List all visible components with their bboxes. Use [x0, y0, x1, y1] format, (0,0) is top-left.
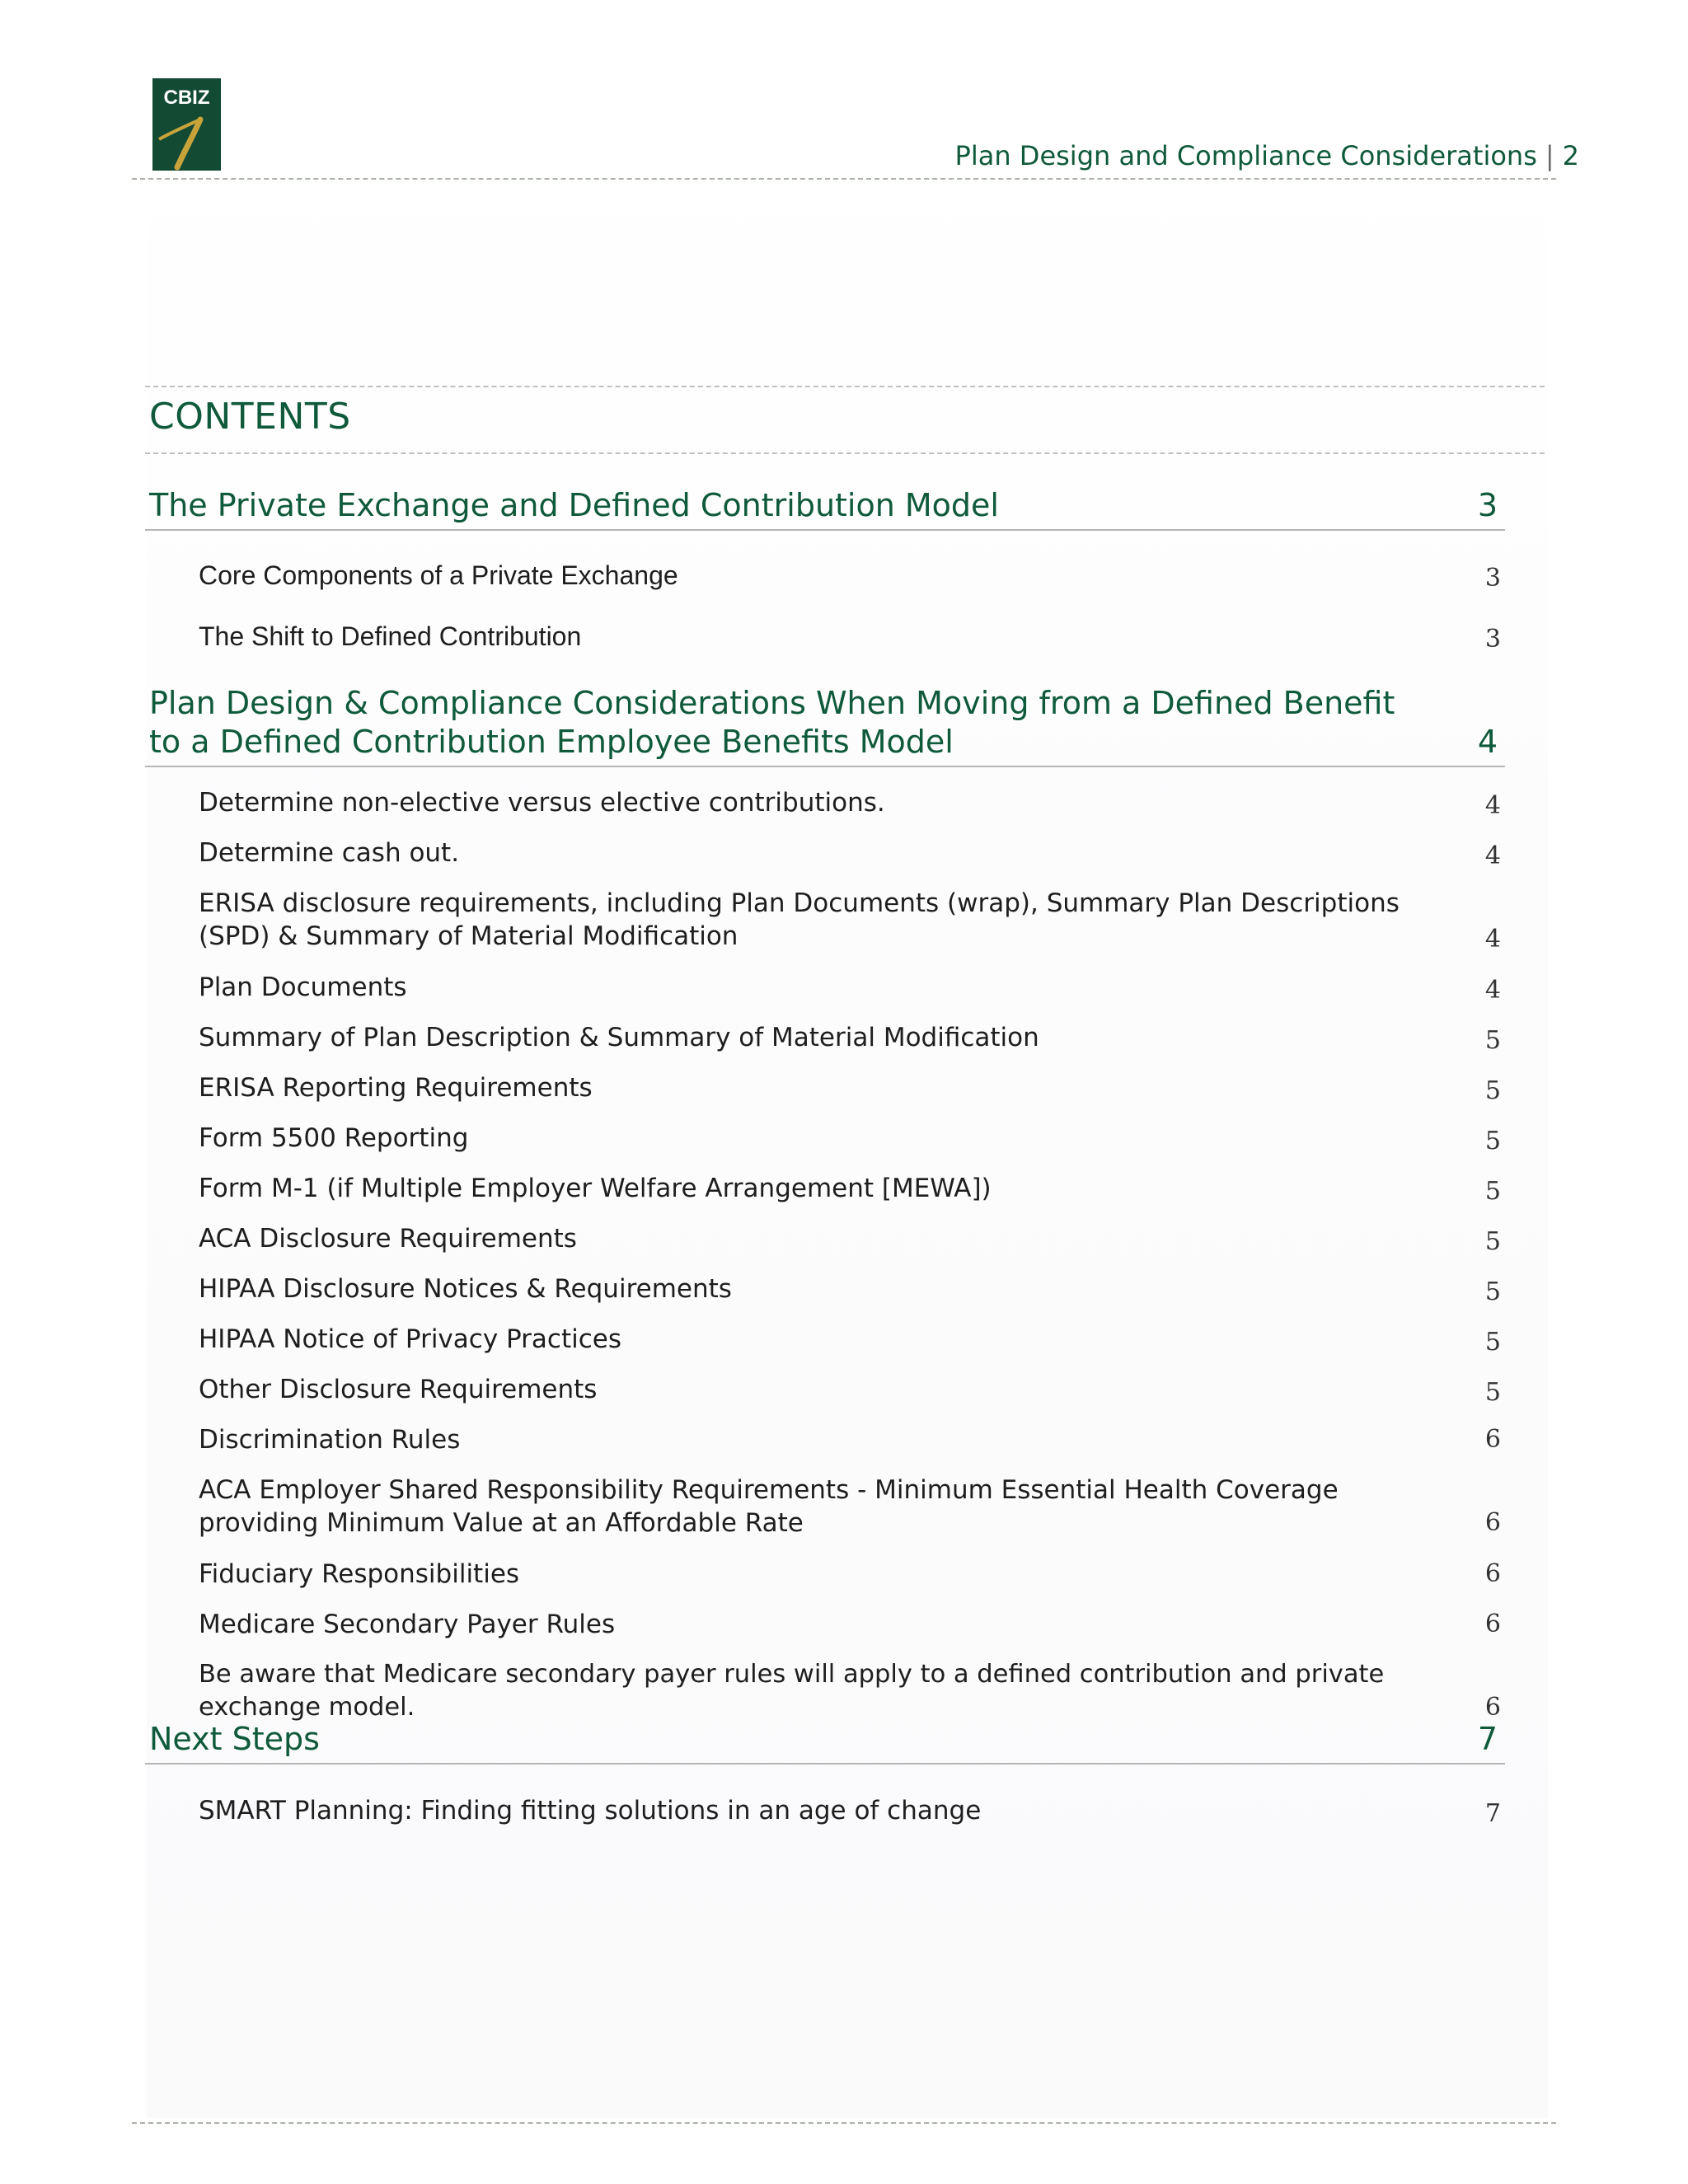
- toc-entry[interactable]: [199, 786, 1501, 819]
- toc-section-page: 3: [1477, 487, 1498, 523]
- toc-entry-title: Form 5500 Reporting: [199, 1123, 469, 1153]
- toc-entry-page: 4: [1484, 841, 1501, 870]
- toc-entry[interactable]: [199, 887, 1501, 953]
- toc-entry-title: The Shift to Defined Contribution: [199, 621, 582, 651]
- toc-entry[interactable]: [199, 1021, 1501, 1054]
- toc-entry-page: 3: [1484, 564, 1501, 593]
- section-underline: [145, 1763, 1505, 1765]
- toc-entry-title: ERISA Reporting Requirements: [199, 1073, 593, 1103]
- toc-entry[interactable]: [199, 1222, 1501, 1255]
- toc-entry[interactable]: [199, 1122, 1501, 1155]
- toc-entry-page: 4: [1484, 791, 1501, 820]
- toc-entry-title: Discrimination Rules: [199, 1425, 461, 1455]
- header-title: Plan Design and Compliance Considerations: [954, 140, 1537, 171]
- toc-entry-page: 6: [1484, 1508, 1501, 1537]
- toc-entry[interactable]: [199, 1608, 1501, 1641]
- toc-entry-page: 4: [1484, 925, 1501, 954]
- toc-entry-title: Other Disclosure Requirements: [199, 1375, 598, 1404]
- toc-entry-title: Plan Documents: [199, 972, 407, 1002]
- toc-entry-page: 5: [1484, 1227, 1501, 1256]
- toc-section-title: The Private Exchange and Defined Contribution Model: [149, 487, 999, 523]
- toc-section-heading[interactable]: [149, 684, 1505, 762]
- toc-entry[interactable]: [199, 1373, 1501, 1406]
- toc-entry[interactable]: [199, 1071, 1501, 1104]
- toc-entry[interactable]: [199, 1423, 1501, 1456]
- toc-section-title: Next Steps: [149, 1721, 320, 1757]
- toc-entry-page: 5: [1484, 1378, 1501, 1407]
- toc-entry[interactable]: [199, 1558, 1501, 1591]
- toc-entry[interactable]: [199, 1658, 1501, 1724]
- toc-entry-page: 4: [1484, 976, 1501, 1005]
- toc-section-title: Plan Design & Compliance Considerations When Moving from a Defined Benefit to a Defined Contribution Employee Benefits Model: [149, 685, 1395, 760]
- toc-entry-title: Determine non-elective versus elective contributions.: [199, 788, 885, 818]
- toc-entry[interactable]: [199, 1323, 1501, 1356]
- toc-entry-title: HIPAA Notice of Privacy Practices: [199, 1324, 621, 1354]
- toc-entry-title: Determine cash out.: [199, 838, 460, 868]
- toc-entry[interactable]: [199, 1272, 1501, 1305]
- toc-entry-title: HIPAA Disclosure Notices & Requirements: [199, 1274, 732, 1304]
- toc-entry-page: 5: [1484, 1328, 1501, 1357]
- toc-section-page: 4: [1477, 724, 1498, 760]
- toc-section-heading[interactable]: [149, 1720, 1505, 1759]
- toc-entry-page: 6: [1484, 1693, 1501, 1722]
- header-separator: |: [1545, 140, 1554, 171]
- toc-entry-title: Form M-1 (if Multiple Employer Welfare Arrangement [MEWA]): [199, 1174, 992, 1203]
- contents-heading: CONTENTS: [149, 396, 351, 438]
- toc-entry[interactable]: [199, 1474, 1501, 1540]
- toc-entry[interactable]: [199, 620, 1501, 653]
- toc-entry-page: 6: [1484, 1610, 1501, 1638]
- toc-entry-page: 5: [1484, 1127, 1501, 1155]
- toc-entry-title: ACA Disclosure Requirements: [199, 1224, 577, 1254]
- cbiz-logo: [152, 78, 221, 171]
- logo-text: CBIZ: [163, 87, 210, 109]
- toc-entry-title: Core Components of a Private Exchange: [199, 560, 678, 590]
- toc-entry-page: 6: [1484, 1559, 1501, 1588]
- toc-entry-page: 6: [1484, 1425, 1501, 1454]
- header-divider: [132, 178, 1556, 180]
- toc-entry-page: 5: [1484, 1026, 1501, 1055]
- toc-entry-title: Summary of Plan Description & Summary of Material Modification: [199, 1023, 1039, 1052]
- toc-entry-title: ERISA disclosure requirements, including Plan Documents (wrap), Summary Plan Descriptions (SPD) & Summary of Material Modification: [199, 888, 1400, 951]
- toc-entry-page: 5: [1484, 1076, 1501, 1105]
- header-page-number: 2: [1562, 140, 1579, 171]
- toc-entry-title: ACA Employer Shared Responsibility Requirements - Minimum Essential Health Coverage providing Minimum Value at an Affordable Rate: [199, 1475, 1339, 1538]
- toc-entry[interactable]: [199, 971, 1501, 1004]
- toc-entry[interactable]: [199, 559, 1501, 592]
- toc-entry-page: 5: [1484, 1177, 1501, 1206]
- toc-entry-page: 5: [1484, 1277, 1501, 1306]
- toc-entry-title: Medicare Secondary Payer Rules: [199, 1610, 616, 1639]
- toc-entry[interactable]: [199, 1172, 1501, 1205]
- toc-entry-title: Be aware that Medicare secondary payer rules will apply to a defined contribution and private exchange model.: [199, 1660, 1385, 1722]
- contents-bottom-rule: [145, 452, 1545, 454]
- contents-top-rule: [145, 386, 1545, 387]
- toc-entry-title: Fiduciary Responsibilities: [199, 1559, 520, 1589]
- toc-entry-page: 7: [1484, 1799, 1501, 1828]
- toc-section-page: 7: [1477, 1721, 1498, 1757]
- running-header: [955, 140, 1579, 171]
- toc-entry[interactable]: [199, 837, 1501, 869]
- section-underline: [145, 766, 1505, 767]
- section-underline: [145, 529, 1505, 531]
- toc-entry[interactable]: [199, 1794, 1501, 1827]
- toc-section-heading[interactable]: [149, 486, 1505, 525]
- footer-divider: [132, 2122, 1556, 2124]
- toc-entry-page: 3: [1484, 625, 1501, 654]
- toc-entry-title: SMART Planning: Finding fitting solutions in an age of change: [199, 1796, 982, 1825]
